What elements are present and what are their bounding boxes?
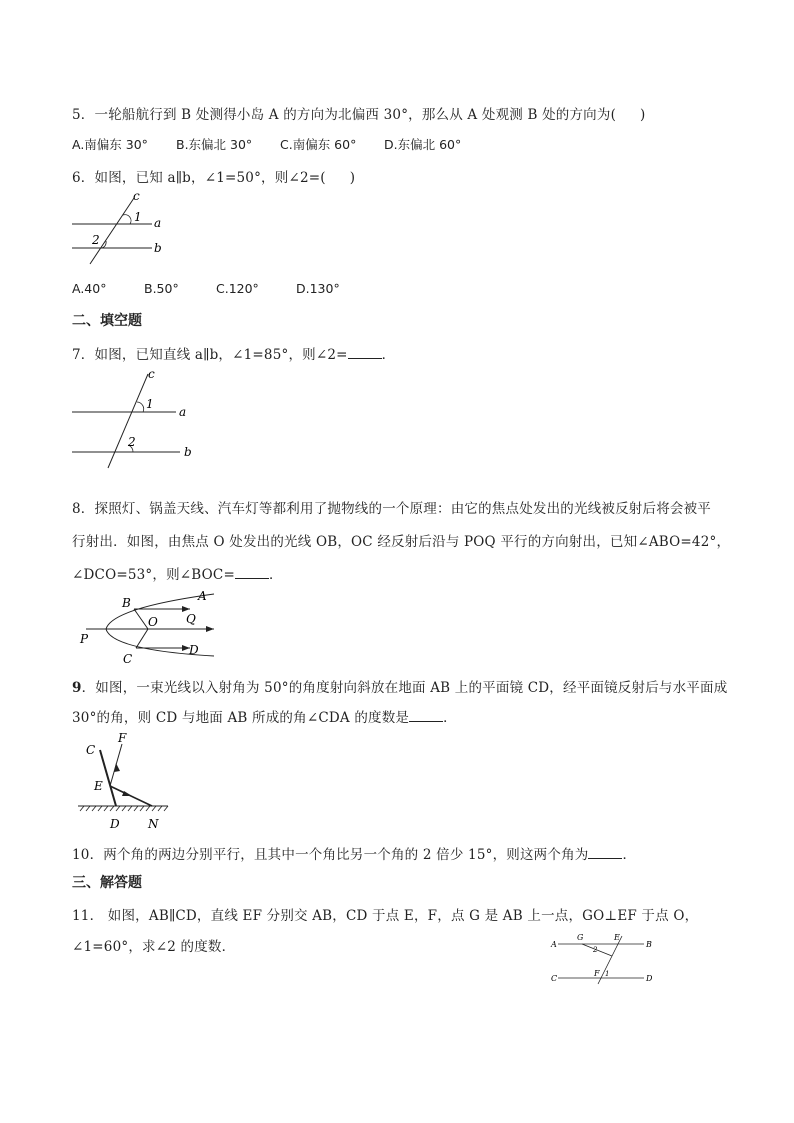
- q11-figure: [548, 930, 660, 990]
- q9-label-f: F: [118, 731, 127, 745]
- q9-label-c: C: [86, 743, 96, 757]
- q6-angle-1-arc: [123, 215, 131, 224]
- q7-figure: [70, 366, 205, 470]
- q11-label-a: A: [551, 940, 557, 949]
- q8-line-2: 行射出．如图，由焦点 O 处发出的光线 OB，OC 经反射后沿与 POQ 平行的方向射出，已知∠ABO=42°，: [72, 534, 731, 550]
- q5-close: ): [640, 107, 646, 123]
- q6-stem-line: [72, 166, 355, 186]
- q8-label-a: A: [198, 589, 207, 603]
- q8-line-3-wrap: [72, 563, 283, 583]
- q6-label-c: c: [133, 190, 140, 203]
- q10-stem-line: [72, 843, 636, 863]
- q9-line-2: 30°的角，则 CD 与地面 AB 所成的角∠CDA 的度数是: [72, 710, 410, 726]
- q11-label-f: F: [594, 969, 600, 978]
- q8-figure: [72, 586, 222, 666]
- q10-end: ．: [622, 847, 637, 863]
- q6-label-1: 1: [134, 210, 142, 224]
- q9-line-1: ．如图，一束光线以入射角为 50°的角度射向斜放在地面 AB 上的平面镜 CD，经平面镜反射后与水平面成: [81, 680, 728, 696]
- q9-label-n: N: [148, 817, 159, 831]
- q9-figure: [74, 730, 174, 832]
- q9-label-e: E: [94, 779, 103, 793]
- q7-label-c: c: [148, 367, 155, 381]
- section-2-title: 二、填空题: [72, 313, 142, 329]
- q8-label-c: C: [123, 652, 133, 666]
- q7-angle-1-arc: [137, 402, 144, 412]
- q6-option-b: B.50°: [144, 281, 179, 296]
- q8-label-o: O: [148, 615, 158, 629]
- q6-figure: [70, 190, 170, 268]
- q9-line-1-wrap: [72, 676, 727, 696]
- q6-close: ): [349, 170, 356, 186]
- q11-line-ef: [598, 936, 622, 984]
- q6-stem: 6．如图，已知 a∥b，∠1=50°，则∠2=(: [72, 170, 326, 186]
- q6-option-a: A.40°: [72, 281, 107, 296]
- q6-option-d: D.130°: [296, 281, 340, 296]
- q5-stem-line: [72, 103, 646, 123]
- q9-answer-blank[interactable]: [409, 709, 443, 722]
- q7-end: ．: [381, 347, 396, 363]
- q11-label-2: 2: [593, 946, 598, 954]
- q8-label-q: Q: [186, 612, 196, 626]
- q5-option-d: D.东偏北 60°: [384, 137, 462, 152]
- section-3-title: 三、解答题: [72, 875, 142, 891]
- q7-line-c: [108, 374, 148, 468]
- q8-label-b: B: [122, 596, 131, 610]
- q11-label-g: G: [577, 933, 584, 942]
- q8-ray-ob: [134, 609, 148, 629]
- q6-label-2: 2: [92, 233, 100, 247]
- q9-ground-hatching: [80, 806, 168, 811]
- q11-label-b: B: [646, 940, 652, 949]
- q5-option-b: B.东偏北 30°: [176, 137, 253, 152]
- q6-option-c: C.120°: [216, 281, 259, 296]
- q9-end: ．: [443, 710, 457, 726]
- q6-label-a: a: [154, 216, 162, 230]
- q11-label-1: 1: [605, 970, 610, 978]
- q8-answer-blank[interactable]: [235, 566, 269, 579]
- q8-ray-oc: [136, 629, 148, 648]
- q9-label-d: D: [110, 817, 120, 831]
- q8-label-p: P: [80, 632, 89, 646]
- q7-label-a: a: [179, 405, 187, 419]
- q11-label-c: C: [551, 974, 558, 983]
- q8-end: ．: [268, 567, 283, 583]
- q7-label-1: 1: [146, 397, 154, 411]
- q9-line-2-wrap: [72, 706, 457, 726]
- q7-stem-line: [72, 343, 395, 363]
- q8-label-d: D: [189, 643, 199, 657]
- q7-answer-blank[interactable]: [348, 346, 382, 359]
- q5-stem: 5．一轮船航行到 B 处测得小岛 A 的方向为北偏西 30°，那么从 A 处观测 B 处的方向为(: [72, 107, 617, 123]
- q5-option-a: A.南偏东 30°: [72, 137, 148, 152]
- q11-label-d: D: [646, 974, 653, 983]
- q10-stem: 10．两个角的两边分别平行，且其中一个角比另一个角的 2 倍少 15°，则这两个角为: [72, 847, 589, 863]
- q8-line-1: 8．探照灯、锅盖天线、汽车灯等都利用了抛物线的一个原理：由它的焦点处发出的光线被反射后将会被平: [72, 501, 711, 517]
- q9-mirror-cd: [100, 750, 116, 806]
- q11-line-1: 11． 如图，AB∥CD，直线 EF 分别交 AB，CD 于点 E，F，点 G 是 AB 上一点，GO⊥EF 于点 O，: [72, 908, 699, 924]
- q5-option-c: C.南偏东 60°: [280, 137, 357, 152]
- q7-stem: 7．如图，已知直线 a∥b，∠1=85°，则∠2=: [72, 347, 348, 363]
- q10-answer-blank[interactable]: [588, 846, 622, 859]
- q6-label-b: b: [154, 241, 162, 255]
- q11-line-2: ∠1=60°，求∠2 的度数．: [72, 939, 236, 955]
- q7-label-2: 2: [128, 435, 136, 449]
- q8-axis-arrow: [206, 626, 214, 632]
- q11-label-e: E: [614, 933, 620, 942]
- q7-label-b: b: [184, 445, 192, 459]
- q6-line-c: [90, 198, 134, 264]
- q8-line-3: ∠DCO=53°，则∠BOC=: [72, 567, 235, 583]
- q9-number: 9: [72, 680, 82, 696]
